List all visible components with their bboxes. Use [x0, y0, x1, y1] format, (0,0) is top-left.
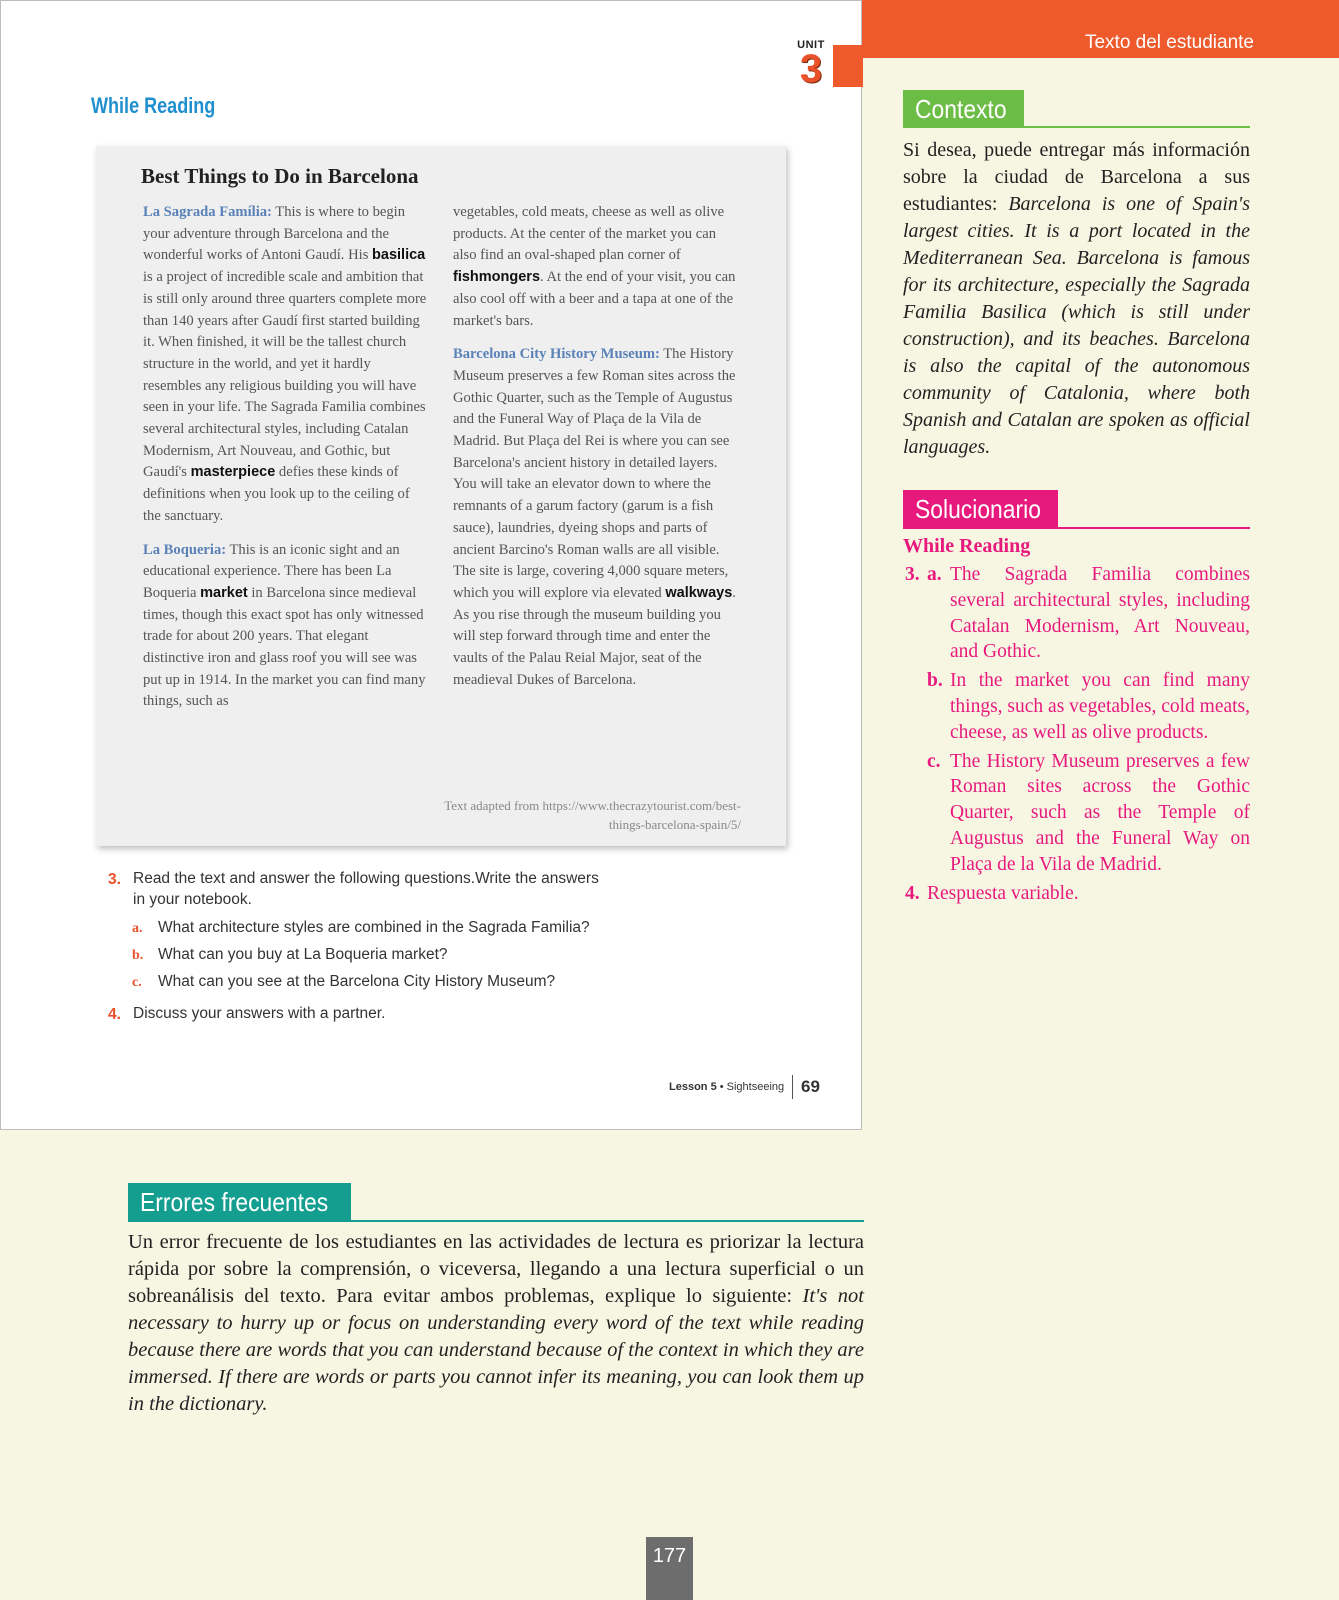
article-paragraph: La Boqueria: This is an iconic sight and an educational experience. There has been La Boqueria market in Barcelona since medieval times, though this exact spot has only witnessed trade for about 200 years. That elegant distinctive iron and glass roof you will see was put up in 1914. In the market you can find many things, such as: [143, 541, 426, 710]
answer-4: [903, 881, 1250, 907]
question-4-text: Discuss your answers with a partner.: [133, 1005, 386, 1022]
glossary-word: walkways: [665, 584, 733, 601]
question-3a-text: What architecture styles are combined in the Sagrada Familia?: [158, 919, 590, 936]
answer-label: b.: [927, 670, 943, 692]
lesson-footer: [669, 1081, 784, 1093]
answer-3c: [903, 749, 1250, 878]
question-3a-label: a.: [132, 921, 143, 936]
question-3b-label: b.: [132, 948, 144, 963]
page-number-tab: [646, 1537, 693, 1600]
answers-subheading: While Reading: [903, 535, 1031, 557]
lesson-bullet: •: [716, 1081, 727, 1093]
article-term: La Sagrada Família:: [143, 204, 272, 220]
contexto-heading: [903, 90, 1024, 128]
contexto-italic: Barcelona is one of Spain's largest cities. It is a port located in the Mediterranean Sea. Barcelona is famous for its architecture, especially the Sagrada Familia Basilica (which is still under construction), and its beaches. Barcelona is also the capital of the autonomous community of Catalonia, where both Spanish and Catalan are spoken as official languages.: [903, 193, 1250, 458]
article-right-column: [453, 202, 743, 703]
student-page: [0, 0, 862, 1130]
lesson-label: Lesson 5: [669, 1081, 717, 1093]
article-left-column: [143, 202, 430, 725]
answer-text: The History Museum preserves a few Roman sites across the Gothic Quarter, such as the Temple of Augustus and the Funeral Way on Plaça de la Vila de Madrid.: [950, 750, 1250, 875]
article-title: Best Things to Do in Barcelona: [141, 164, 419, 188]
answer-label: a.: [927, 564, 942, 585]
footer-divider: [792, 1075, 793, 1099]
unit-label: UNIT: [797, 39, 825, 51]
question-3-line-2: in your notebook.: [133, 891, 252, 908]
article-paragraph: vegetables, cold meats, cheese as well as olive products. At the center of the market you can also find an oval-shaped plan corner of fishmongers. At the end of your visit, you can also cool off with a beer and a tapa at one of the market's bars.: [453, 204, 736, 329]
answer-3b: [903, 668, 1250, 745]
question-3c-label: c.: [132, 975, 142, 990]
unit-number: 3: [799, 47, 823, 91]
answer-number: 4.: [905, 882, 920, 904]
contexto-rule: [903, 126, 1250, 128]
errores-heading: [128, 1183, 351, 1221]
contexto-text: [903, 137, 1250, 461]
errores-intro: Un error frecuente de los estudiantes en las actividades de lectura es priorizar la lectura rápida por sobre la comprensión, o viceversa, llegando a una lectura superficial o un sobreanálisis del texto. Para evitar ambos problemas, explique lo siguiente:: [128, 1231, 864, 1307]
section-heading: While Reading: [91, 93, 216, 118]
answer-text: Respuesta variable.: [927, 882, 1079, 904]
article-paragraph: Barcelona City History Museum: The History Museum preserves a few Roman sites across the Gothic Quarter, such as the Temple of Augustus and the Funeral Way of Plaça de la Vila de Madrid. But Plaça del Rei is where you can see Barcelona's ancient history in detailed layers. You will take an elevator down to where the remnants of a garum factory (garum is a fish sauce), laundries, dyeing shops and parts of ancient Barcino's Roman walls are all visible. The site is large, covering 4,000 square meters, which you will explore via elevated walkways. As you rise through the museum building you will step forward through time and enter the vaults of the Palau Reial Major, seat of the meadieval Dukes of Barcelona.: [453, 346, 736, 688]
errores-italic: It's not necessary to hurry up or focus on understanding every word of the text while reading because there are words that you can understand because of the context in which they are immersed. If there are words or parts you cannot infer its meaning, you can look them up in the dictionary.: [128, 1285, 864, 1415]
solucionario-heading-text: Solucionario: [915, 493, 1041, 524]
question-3c-text: What can you see at the Barcelona City History Museum?: [158, 973, 556, 990]
question-3-number: 3.: [108, 871, 121, 888]
reading-text-box: [96, 146, 786, 846]
answer-label: c.: [927, 750, 941, 772]
answer-text: The Sagrada Familia combines several architectural styles, including Catalan Modernism, Art Nouveau, and Gothic.: [950, 564, 1250, 663]
lesson-topic: Sightseeing: [726, 1081, 785, 1093]
glossary-word: fishmongers: [453, 269, 541, 286]
glossary-word: basilica: [372, 247, 426, 264]
errores-text: [128, 1229, 864, 1418]
top-banner: [862, 0, 1339, 58]
glossary-word: market: [200, 584, 248, 601]
source-note: Text adapted from https://www.thecrazytourist.com/best-things-barcelona-spain/5/: [444, 798, 741, 832]
question-4-number: 4.: [108, 1006, 121, 1023]
answer-3a: [903, 562, 1250, 665]
errores-rule: [128, 1220, 864, 1222]
errores-heading-text: Errores frecuentes: [140, 1186, 329, 1217]
contexto-heading-text: Contexto: [915, 93, 1007, 124]
contexto-intro: Si desea, puede entregar más información sobre la ciudad de Barcelona a sus estudiantes:: [903, 139, 1250, 215]
article-paragraph: La Sagrada Família: This is where to begin your adventure through Barcelona and the wonderful works of Antoni Gaudí. His basilica is a project of incredible scale and ambition that is still only around three quarters complete more than 140 years after Gaudí first started building it. When finished, it will be the tallest church structure in the world, and yet it hardly resembles any religious building you will have seen in your life. The Sagrada Familia combines several architectural styles, including Catalan Modernism, Art Nouveau, and Gothic, but Gaudí's masterpiece defies these kinds of definitions when you look up to the ceiling of the sanctuary.: [143, 204, 427, 524]
answer-text: In the market you can find many things, such as vegetables, cold meats, cheese, as well as olive products.: [950, 670, 1251, 743]
unit-badge: [791, 39, 831, 89]
glossary-word: masterpiece: [190, 464, 276, 481]
banner-title: Texto del estudiante: [1084, 32, 1254, 53]
question-3b-text: What can you buy at La Boqueria market?: [158, 946, 448, 963]
article-term: La Boqueria:: [143, 541, 227, 558]
answer-number: 3.: [905, 564, 920, 585]
answers-block: [903, 535, 1250, 906]
solucionario-heading: [903, 490, 1058, 528]
question-3-line-1: Read the text and answer the following questions.Write the answers: [133, 870, 599, 887]
unit-tab: [833, 45, 863, 87]
article-term: Barcelona City History Museum:: [453, 346, 660, 363]
student-page-number: 69: [801, 1077, 820, 1096]
solucionario-rule: [903, 527, 1250, 529]
page-number: 177: [652, 1545, 687, 1567]
